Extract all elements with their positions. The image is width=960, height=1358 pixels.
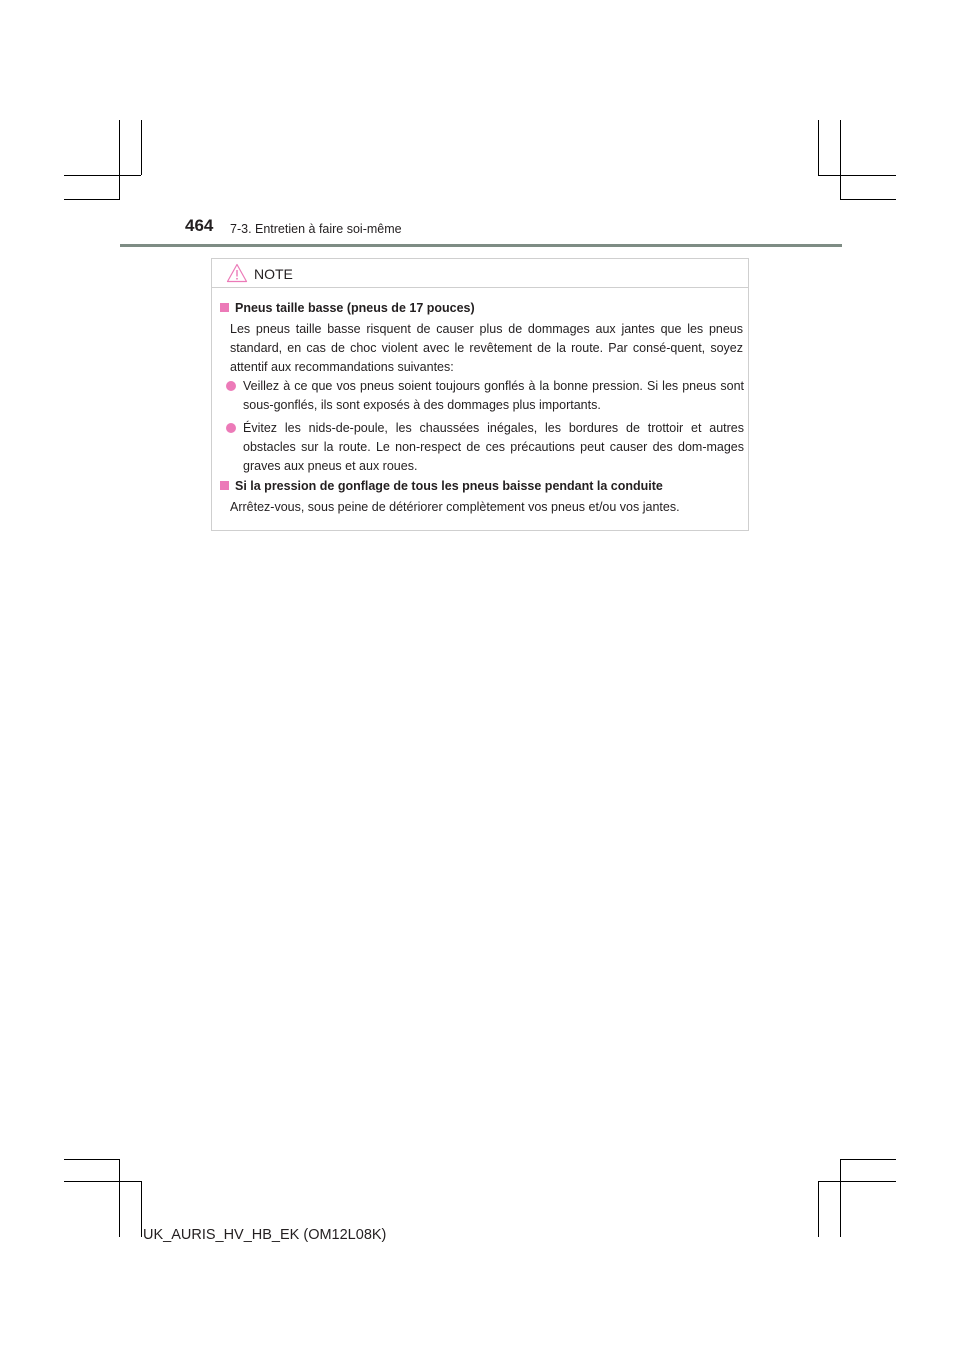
list-item-text: Veillez à ce que vos pneus soient toujours gonflés à la bonne pression. Si les pneus sont sous-gonflés, ils sont exposés à des dommages plus importants.	[243, 379, 744, 412]
warning-triangle-icon	[226, 263, 248, 283]
crop-mark	[840, 120, 841, 200]
crop-mark	[119, 1159, 120, 1237]
crop-mark	[64, 1159, 119, 1160]
crop-mark	[840, 1159, 896, 1160]
crop-mark	[64, 1181, 141, 1182]
crop-mark	[64, 199, 119, 200]
section-title: 7-3. Entretien à faire soi-même	[230, 222, 402, 236]
crop-mark	[818, 1181, 896, 1182]
circle-bullet-icon	[226, 423, 236, 433]
list-item	[226, 419, 744, 476]
list-item-text: Évitez les nids-de-poule, les chaussées inégales, les bordures de trottoir et autres obstacles sur la route. Le non-respect de ces précautions peut causer des dom-mages graves aux pneus et aux roues.	[243, 421, 744, 473]
section-body: Les pneus taille basse risquent de causer plus de dommages aux jantes que les pneus standard, en cas de choc violent avec le revêtement de la route. Par consé-quent, soyez attentif aux recommandations suivantes:	[230, 322, 743, 374]
crop-mark	[818, 120, 819, 175]
crop-mark	[840, 199, 896, 200]
crop-mark	[840, 1159, 841, 1237]
section-heading	[220, 479, 663, 493]
section-body: Arrêtez-vous, sous peine de détériorer complètement vos pneus et/ou vos jantes.	[230, 500, 680, 514]
crop-mark	[141, 1181, 142, 1237]
page-number: 464	[185, 216, 214, 235]
document-code: UK_AURIS_HV_HB_EK (OM12L08K)	[143, 1227, 387, 1243]
header-rule	[120, 244, 842, 247]
note-label: NOTE	[254, 266, 293, 282]
section-heading	[220, 301, 475, 315]
crop-mark	[119, 120, 120, 200]
crop-mark	[64, 175, 141, 176]
crop-mark	[818, 175, 896, 176]
crop-mark	[818, 1181, 819, 1237]
note-header	[212, 259, 748, 288]
list-item	[226, 377, 744, 415]
square-bullet-icon	[220, 481, 229, 490]
section-heading-text: Pneus taille basse (pneus de 17 pouces)	[235, 301, 475, 315]
crop-mark	[141, 120, 142, 175]
section-heading-text: Si la pression de gonflage de tous les pneus baisse pendant la conduite	[235, 479, 663, 493]
square-bullet-icon	[220, 303, 229, 312]
circle-bullet-icon	[226, 381, 236, 391]
note-box	[211, 258, 749, 531]
